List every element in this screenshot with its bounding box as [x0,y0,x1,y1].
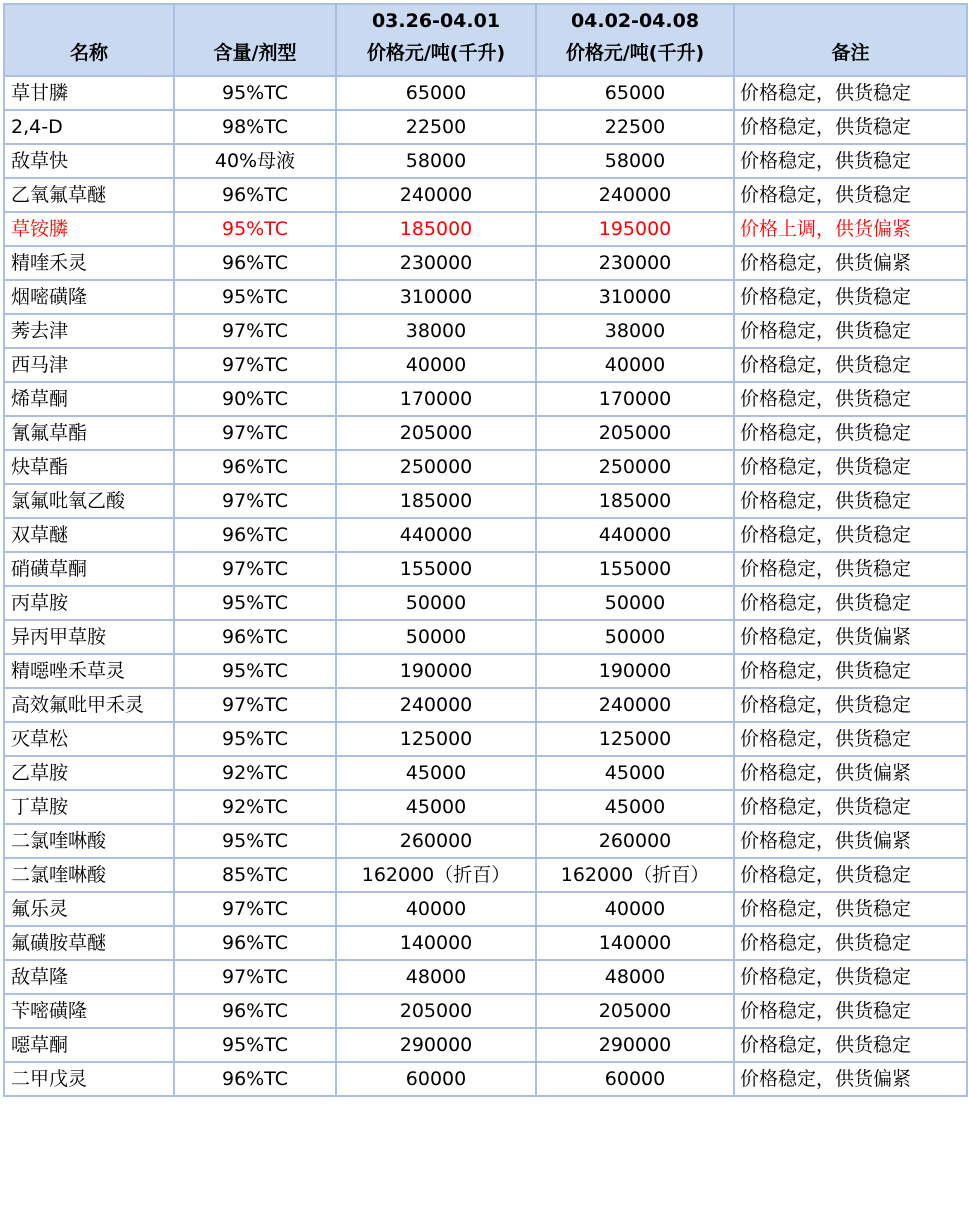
cell-spec: 40%母液 [174,144,336,178]
cell-name: 敌草快 [4,144,174,178]
cell-note: 价格稳定，供货偏紧 [734,1062,967,1096]
cell-name: 敌草隆 [4,960,174,994]
cell-spec: 97%TC [174,960,336,994]
cell-note: 价格稳定，供货稳定 [734,110,967,144]
cell-spec: 97%TC [174,348,336,382]
cell-note: 价格稳定，供货稳定 [734,654,967,688]
table-row [4,110,967,144]
cell-price-period1: 260000 [336,824,536,858]
table-row [4,790,967,824]
cell-spec: 97%TC [174,552,336,586]
cell-price-period2: 50000 [536,620,734,654]
table-row [4,552,967,586]
price-table [3,3,968,1097]
cell-price-period1: 240000 [336,178,536,212]
cell-spec: 95%TC [174,722,336,756]
cell-price-period1: 65000 [336,76,536,110]
cell-price-period1: 38000 [336,314,536,348]
cell-name: 丙草胺 [4,586,174,620]
cell-price-period2: 40000 [536,348,734,382]
cell-price-period1: 140000 [336,926,536,960]
cell-name: 灭草松 [4,722,174,756]
cell-spec: 92%TC [174,790,336,824]
cell-price-period2: 48000 [536,960,734,994]
cell-spec: 95%TC [174,586,336,620]
table-row [4,382,967,416]
cell-price-period1: 240000 [336,688,536,722]
cell-price-period2: 155000 [536,552,734,586]
cell-price-period2: 22500 [536,110,734,144]
cell-note: 价格稳定，供货偏紧 [734,756,967,790]
table-row [4,824,967,858]
cell-note: 价格稳定，供货稳定 [734,790,967,824]
cell-price-period1: 48000 [336,960,536,994]
cell-note: 价格稳定，供货偏紧 [734,620,967,654]
cell-spec: 97%TC [174,484,336,518]
cell-price-period2: 240000 [536,688,734,722]
cell-price-period2: 205000 [536,416,734,450]
cell-name: 硝磺草酮 [4,552,174,586]
header-period1 [336,4,536,76]
cell-name: 氟磺胺草醚 [4,926,174,960]
cell-spec: 97%TC [174,416,336,450]
cell-price-period2: 205000 [536,994,734,1028]
table-row [4,892,967,926]
cell-name: 烯草酮 [4,382,174,416]
table-row [4,76,967,110]
cell-price-period2: 250000 [536,450,734,484]
cell-name: 乙草胺 [4,756,174,790]
cell-price-period1: 170000 [336,382,536,416]
cell-name: 二甲戊灵 [4,1062,174,1096]
cell-price-period1: 50000 [336,620,536,654]
cell-note: 价格稳定，供货稳定 [734,144,967,178]
cell-spec: 90%TC [174,382,336,416]
header-spec: 含量/剂型 [174,4,336,76]
cell-price-period1: 155000 [336,552,536,586]
table-row [4,416,967,450]
table-row [4,586,967,620]
table-row [4,756,967,790]
cell-note: 价格稳定，供货稳定 [734,586,967,620]
cell-note: 价格稳定，供货稳定 [734,722,967,756]
cell-price-period1: 50000 [336,586,536,620]
cell-price-period1: 440000 [336,518,536,552]
cell-price-period2: 40000 [536,892,734,926]
cell-spec: 85%TC [174,858,336,892]
cell-price-period1: 190000 [336,654,536,688]
cell-price-period2: 260000 [536,824,734,858]
cell-price-period1: 230000 [336,246,536,280]
cell-spec: 96%TC [174,450,336,484]
table-row [4,994,967,1028]
cell-price-period1: 185000 [336,212,536,246]
cell-price-period1: 60000 [336,1062,536,1096]
cell-price-period2: 162000（折百） [536,858,734,892]
header-period2-dates: 04.02-04.08 [570,10,700,32]
table-row [4,620,967,654]
cell-note: 价格稳定，供货稳定 [734,416,967,450]
cell-price-period2: 230000 [536,246,734,280]
cell-spec: 95%TC [174,76,336,110]
header-name: 名称 [4,4,174,76]
cell-note: 价格稳定，供货稳定 [734,450,967,484]
cell-name: 氰氟草酯 [4,416,174,450]
cell-price-period2: 185000 [536,484,734,518]
cell-spec: 96%TC [174,1062,336,1096]
cell-name: 二氯喹啉酸 [4,824,174,858]
table-row [4,1028,967,1062]
cell-price-period1: 162000（折百） [336,858,536,892]
cell-spec: 95%TC [174,212,336,246]
header-period1-dates: 03.26-04.01 [371,10,501,32]
cell-note: 价格稳定，供货稳定 [734,552,967,586]
cell-spec: 96%TC [174,926,336,960]
cell-note: 价格稳定，供货稳定 [734,892,967,926]
cell-spec: 96%TC [174,994,336,1028]
cell-price-period2: 50000 [536,586,734,620]
cell-note: 价格稳定，供货偏紧 [734,824,967,858]
cell-note: 价格稳定，供货稳定 [734,484,967,518]
table-row [4,858,967,892]
cell-note: 价格稳定，供货稳定 [734,314,967,348]
cell-spec: 96%TC [174,246,336,280]
cell-price-period1: 45000 [336,790,536,824]
table-row [4,1062,967,1096]
cell-name: 2,4-D [4,110,174,144]
table-row [4,484,967,518]
table-row [4,246,967,280]
cell-spec: 96%TC [174,620,336,654]
cell-note: 价格稳定，供货稳定 [734,994,967,1028]
cell-note: 价格稳定，供货稳定 [734,1028,967,1062]
cell-spec: 96%TC [174,518,336,552]
table-row [4,926,967,960]
cell-name: 噁草酮 [4,1028,174,1062]
cell-name: 草铵膦 [4,212,174,246]
cell-price-period2: 45000 [536,756,734,790]
table-row [4,144,967,178]
cell-price-period2: 58000 [536,144,734,178]
cell-spec: 92%TC [174,756,336,790]
header-row [4,4,967,76]
cell-price-period2: 170000 [536,382,734,416]
header-period1-unit: 价格元/吨(千升) [366,42,506,64]
table-row [4,450,967,484]
cell-price-period1: 310000 [336,280,536,314]
cell-spec: 97%TC [174,892,336,926]
cell-name: 草甘膦 [4,76,174,110]
header-period2-unit: 价格元/吨(千升) [565,42,705,64]
cell-note: 价格稳定，供货稳定 [734,280,967,314]
table-row [4,178,967,212]
table-row [4,960,967,994]
table-row [4,654,967,688]
cell-price-period2: 310000 [536,280,734,314]
cell-price-period2: 440000 [536,518,734,552]
cell-name: 氯氟吡氧乙酸 [4,484,174,518]
cell-note: 价格稳定，供货稳定 [734,926,967,960]
table-row [4,688,967,722]
cell-name: 精喹禾灵 [4,246,174,280]
cell-price-period1: 22500 [336,110,536,144]
cell-name: 氟乐灵 [4,892,174,926]
header-note: 备注 [734,4,967,76]
cell-name: 炔草酯 [4,450,174,484]
cell-price-period1: 185000 [336,484,536,518]
table-row [4,280,967,314]
table-row [4,518,967,552]
cell-price-period2: 60000 [536,1062,734,1096]
cell-name: 西马津 [4,348,174,382]
cell-note: 价格稳定，供货稳定 [734,688,967,722]
table-row [4,212,967,246]
cell-note: 价格上调，供货偏紧 [734,212,967,246]
cell-price-period1: 205000 [336,416,536,450]
table-row [4,314,967,348]
cell-name: 丁草胺 [4,790,174,824]
cell-price-period2: 140000 [536,926,734,960]
cell-price-period2: 45000 [536,790,734,824]
table-row [4,722,967,756]
table-row [4,348,967,382]
cell-price-period1: 125000 [336,722,536,756]
cell-price-period1: 205000 [336,994,536,1028]
cell-price-period2: 65000 [536,76,734,110]
cell-price-period2: 240000 [536,178,734,212]
cell-name: 精噁唑禾草灵 [4,654,174,688]
cell-note: 价格稳定，供货稳定 [734,960,967,994]
cell-note: 价格稳定，供货偏紧 [734,246,967,280]
cell-name: 高效氟吡甲禾灵 [4,688,174,722]
cell-spec: 95%TC [174,654,336,688]
cell-note: 价格稳定，供货稳定 [734,348,967,382]
cell-name: 乙氧氟草醚 [4,178,174,212]
header-period2 [536,4,734,76]
cell-name: 烟嘧磺隆 [4,280,174,314]
cell-note: 价格稳定，供货稳定 [734,382,967,416]
cell-price-period2: 190000 [536,654,734,688]
cell-price-period1: 45000 [336,756,536,790]
cell-spec: 96%TC [174,178,336,212]
cell-spec: 95%TC [174,824,336,858]
cell-note: 价格稳定，供货稳定 [734,518,967,552]
cell-spec: 97%TC [174,314,336,348]
cell-spec: 95%TC [174,280,336,314]
cell-name: 苄嘧磺隆 [4,994,174,1028]
cell-price-period2: 125000 [536,722,734,756]
cell-name: 双草醚 [4,518,174,552]
cell-name: 异丙甲草胺 [4,620,174,654]
cell-spec: 98%TC [174,110,336,144]
cell-price-period1: 250000 [336,450,536,484]
cell-note: 价格稳定，供货稳定 [734,858,967,892]
cell-price-period2: 38000 [536,314,734,348]
cell-name: 二氯喹啉酸 [4,858,174,892]
cell-name: 莠去津 [4,314,174,348]
cell-price-period1: 290000 [336,1028,536,1062]
cell-spec: 97%TC [174,688,336,722]
cell-price-period2: 195000 [536,212,734,246]
cell-note: 价格稳定，供货稳定 [734,76,967,110]
cell-note: 价格稳定，供货稳定 [734,178,967,212]
cell-price-period2: 290000 [536,1028,734,1062]
cell-price-period1: 58000 [336,144,536,178]
cell-spec: 95%TC [174,1028,336,1062]
cell-price-period1: 40000 [336,892,536,926]
cell-price-period1: 40000 [336,348,536,382]
